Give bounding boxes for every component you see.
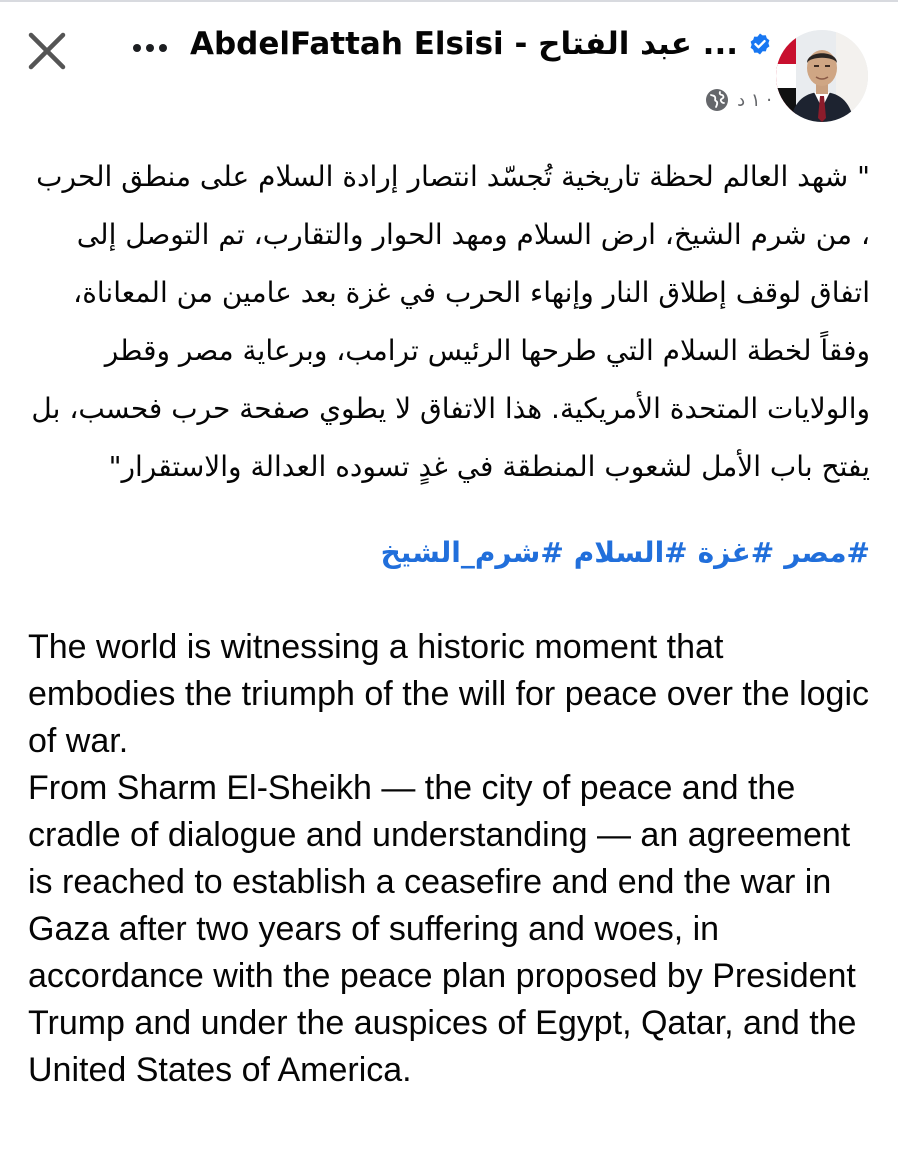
post-meta: [705, 88, 772, 112]
more-options-icon: [133, 44, 141, 52]
post-text-arabic: [24, 148, 870, 496]
hashtag-link[interactable]: #مصر: [784, 536, 870, 569]
arabic-paragraph: " شهد العالم لحظة تاريخية تُجسّد انتصار إرادة السلام على منطق الحرب ، من شرم الشيخ، ارض السلام ومهد الحوار والتقارب، تم التوصل إلى اتفاق لوقف إطلاق النار وإنهاء الحرب في غزة بعد عامين من المعاناة، وفقاً لخطة السلام التي طرحها الرئيس ترامب، وبرعاية مصر وقطر والولايات المتحدة الأمريكية. هذا الاتفاق لا يطوي صفحة حرب فحسب، بل يفتح باب الأمل لشعوب المنطقة في غدٍ تسوده العدالة والاستقرار": [31, 160, 870, 483]
hashtag-link[interactable]: #السلام: [573, 536, 688, 569]
english-paragraph: From Sharm El-Sheikh — the city of peace and the cradle of dialogue and understanding — an agreement is reached to establish a ceasefire and end the war in Gaza after two years of suffering and woes, in accordance with the peace plan proposed by President Trump and under the auspices of Egypt, Qatar, and the United States of America.: [28, 769, 857, 1089]
hashtag-list: [371, 528, 870, 578]
more-options-button[interactable]: [122, 36, 178, 60]
close-icon: [27, 31, 67, 71]
english-paragraph: The world is witnessing a historic moment that embodies the triumph of the will for peace over the logic of war.: [28, 628, 870, 760]
more-options-dot: [159, 44, 167, 52]
post-header: [190, 26, 772, 62]
author-avatar[interactable]: [776, 30, 868, 122]
hashtag-link[interactable]: #شرم_الشيخ: [380, 536, 564, 569]
author-name[interactable]: AbdelFattah Elsisi - عبد الفتاح ...: [189, 26, 738, 62]
more-options-dot: [146, 44, 154, 52]
post-timestamp[interactable]: ١ د ·: [737, 89, 772, 111]
top-divider: [0, 0, 898, 2]
globe-icon[interactable]: [705, 88, 729, 112]
hashtag-link[interactable]: #غزة: [697, 536, 775, 569]
verified-badge-icon: [748, 32, 772, 56]
avatar-image: [776, 30, 868, 122]
post-text-english: [28, 624, 873, 1094]
close-button[interactable]: [24, 28, 70, 74]
